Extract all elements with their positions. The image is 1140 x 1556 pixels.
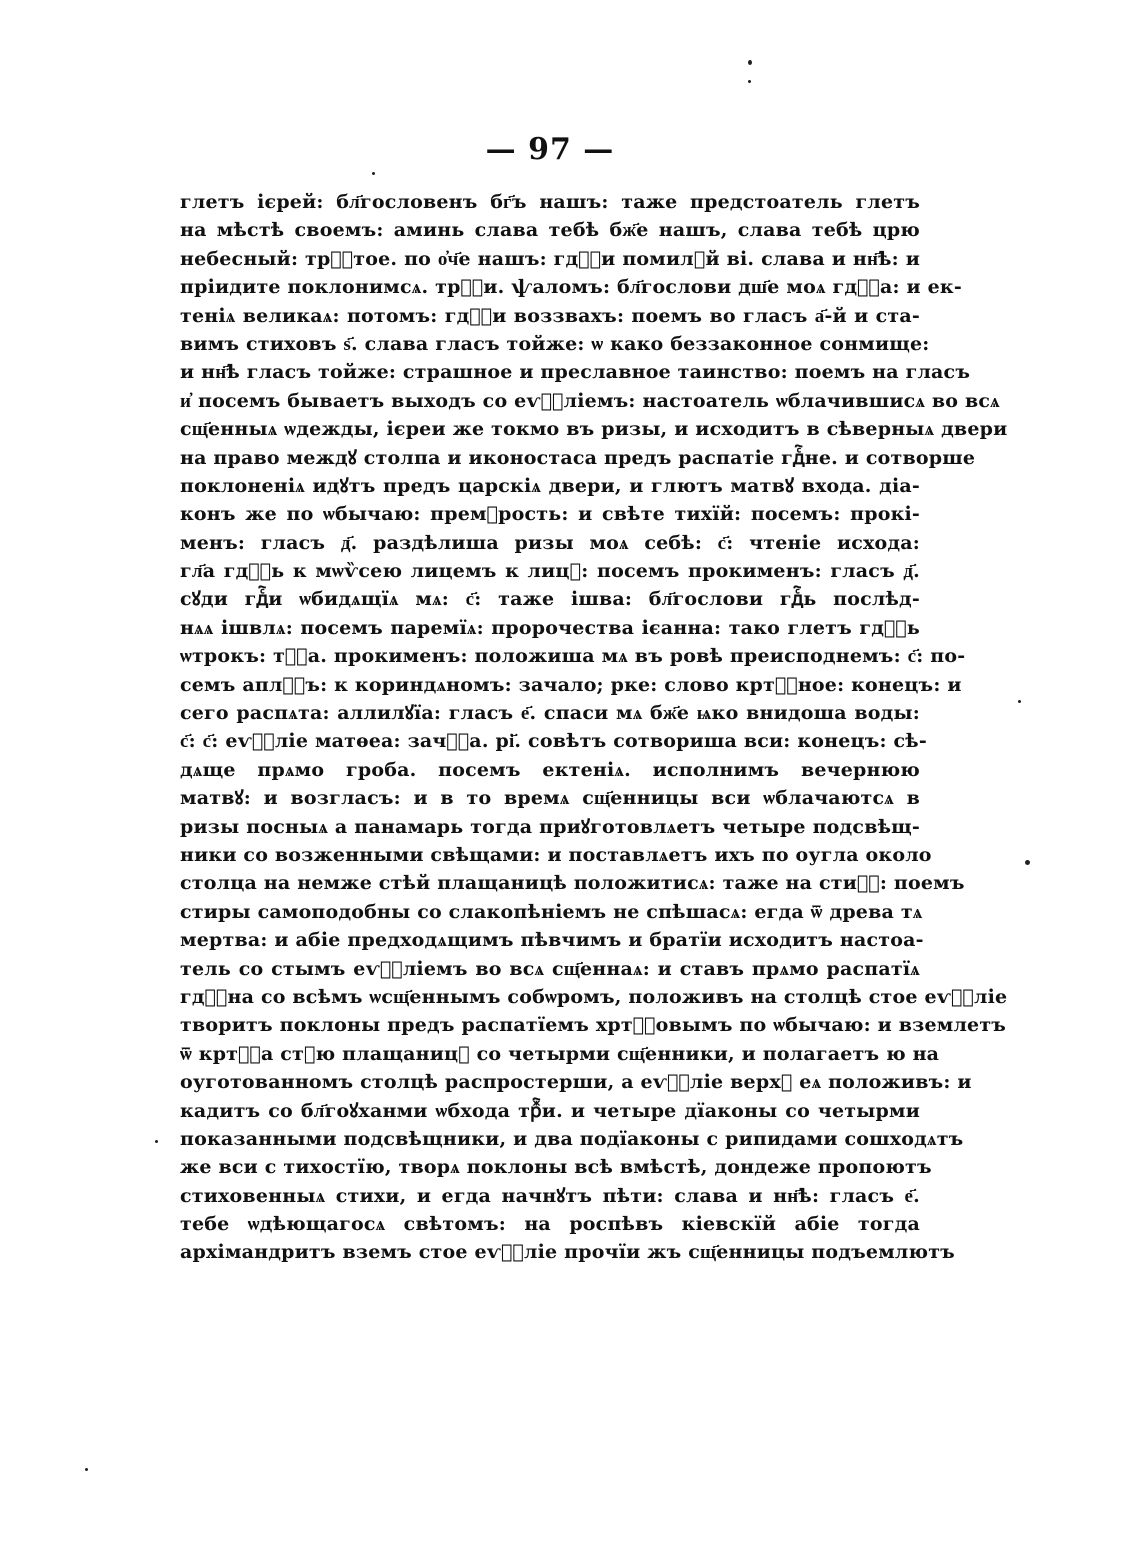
text-line: же вси с тихостїю, творѧ поклоны всѣ вмѣстѣ, дондеже пропоютъ: [180, 1156, 932, 1179]
text-line: тебе ѡдѣющагосѧ свѣтомъ: на роспѣвъ кіевскїй абіе тогда: [180, 1213, 920, 1236]
text-line: гл҃а гдⷭ҇ь к мѡѷсею лицемъ к лицꙋ: посемъ прокименъ: гласъ д҃.: [180, 560, 920, 583]
text-line: стиховенныѧ стихи, и егда начнꙋтъ пѣти: слава и нн҃ѣ: гласъ е҃.: [180, 1184, 920, 1207]
text-line: тель со стымъ еѵⷢ҇ліемъ во всѧ сщ҃еннаѧ: и ставъ прѧмо распатїѧ: [180, 957, 920, 980]
text-line: сꙋди гдⷭ҇и ѡбидѧщїѧ мѧ: с҃: таже ішва: бл҃гослови гдⷭ҇ь послѣд-: [180, 588, 920, 611]
text-line: вимъ стиховъ ѕ҃. слава гласъ тойже: ѡ како беззаконное сонмище:: [180, 332, 930, 355]
text-line: кадитъ со бл҃гоꙋханми ѡбхода трⷤ҇и. и четыре дїаконы со четырми: [180, 1099, 920, 1122]
text-line: сего распѧта: аллилꙋїа: гласъ е҃. спаси мѧ бж҃е ѩко внидоша воды:: [180, 702, 920, 725]
text-line: столца на немже стѣй плащаницѣ положитисѧ: таже на стиⷯ҇: поемъ: [180, 872, 965, 895]
text-line: сщ҃енныѧ ѡдежды, ієреи же токмо въ ризы, и исходитъ в сѣверныѧ двери: [180, 418, 1008, 441]
text-line: матвꙋ: и возгласъ: и в то времѧ сщ҃енницы вси ѡблачаютсѧ в: [180, 787, 920, 810]
scan-speck: [748, 80, 751, 83]
text-line: пріидите поклонимсѧ. трⷤ҇и. ѱаломъ: бл҃гослови дш҃е моѧ гдⷭ҇а: и ек-: [180, 276, 962, 299]
text-line: и҆ посемъ бываетъ выходъ со еѵⷢ҇ліемъ: настоатель ѡблачившисѧ во всѧ: [180, 389, 1000, 412]
text-line: мертва: и абіе предходѧщимъ пѣвчимъ и братїи исходитъ настоа-: [180, 929, 924, 952]
text-line: ники со возженными свѣщами: и поставлѧетъ ихъ по оугла около: [180, 843, 932, 866]
text-line: небесный: трⷭ҇тое. по о҆ч҃е нашъ: гдⷭ҇и помилꙋй ві. слава и нн҃ѣ: и: [180, 247, 920, 270]
text-line: гдⷭ҇на со всѣмъ ѡсщ҃еннымъ собѡромъ, положивъ на столцѣ стое еѵⷢ҇ліе: [180, 985, 1008, 1008]
scan-speck: [372, 172, 375, 175]
text-line: ѡтрокъ: тⷯ҇а. прокименъ: положиша мѧ въ ровѣ преисподнемъ: с҃: по-: [180, 645, 966, 668]
scan-speck: [1025, 860, 1030, 865]
text-line: архімандритъ вземъ стое еѵⷢ҇ліе прочїи жъ сщ҃енницы подъемлютъ: [180, 1241, 955, 1264]
scan-speck: [1018, 700, 1021, 703]
text-line: показанными подсвѣщники, и два подїаконы с рипидами сошходѧтъ: [180, 1127, 964, 1150]
page-number: — 97 —: [485, 132, 615, 167]
text-line: дѧще прѧмо гроба. посемъ ектеніѧ. исполнимъ вечернюю: [180, 758, 920, 781]
scan-speck: [85, 1468, 88, 1471]
text-line: на право междꙋ столпа и иконостаса предъ распатіе гдⷭ҇не. и сотворше: [180, 446, 976, 469]
text-line: стиры самоподобны со слакопѣніемъ не спѣшасѧ: егда ѿ древа тѧ: [180, 900, 923, 923]
text-line: теніѧ великаѧ: потомъ: гдⷭ҇и воззвахъ: поемъ во гласъ а҃-й и ста-: [180, 304, 920, 327]
text-line: менъ: гласъ д҃. раздѣлиша ризы моѧ себѣ: с҃: чтеніе исхода:: [180, 531, 920, 554]
text-line: семъ аплⷭ҇ъ: к кориндѧномъ: зачало; рке: слово кртⷭ҇ное: конецъ: и: [180, 673, 962, 696]
text-line: глетъ ієрей: бл҃гословенъ бг҃ъ нашъ: таже предстоатель глетъ: [180, 191, 920, 213]
text-line: на мѣстѣ своемъ: аминь слава тебѣ бж҃е нашъ, слава тебѣ црю: [180, 219, 920, 242]
scan-speck: [748, 60, 752, 65]
text-line: творитъ поклоны предъ распатїемъ хртⷭ҇овымъ по ѡбычаю: и вземлетъ: [180, 1014, 1007, 1037]
scan-speck: [155, 1140, 158, 1143]
text-line: ѿ кртⷭ҇а стꙋю плащаницꙋ со четырми сщ҃енники, и полагаетъ ю на: [180, 1042, 940, 1065]
text-line: с҃: с҃: еѵⷢ҇ліе матѳеа: зачⷭ҇а. рі҃. совѣтъ сотвориша вси: конецъ: сѣ-: [180, 730, 927, 753]
text-line: ризы посныѧ а панамарь тогда приꙋготовлѧетъ четыре подсвѣщ-: [180, 815, 920, 838]
text-line: нѧѧ ішвлѧ: посемъ паремїѧ: пророчества ієанна: тако глетъ гдⷭ҇ь: [180, 616, 920, 639]
text-line: и нн҃ѣ гласъ тойже: страшное и преславное таинство: поемъ на гласъ: [180, 361, 971, 384]
page-body-text: [180, 188, 1008, 1267]
text-line: поклоненіѧ идꙋтъ предъ царскіѧ двери, и глютъ матвꙋ входа. діа-: [180, 474, 920, 497]
text-line: оуготованномъ столцѣ распростерши, а еѵⷢ҇ліе верхꙋ еѧ положивъ: и: [180, 1071, 972, 1094]
text-line: конъ же по ѡбычаю: премⷣрость: и свѣте тихїй: посемъ: прокі-: [180, 503, 920, 526]
